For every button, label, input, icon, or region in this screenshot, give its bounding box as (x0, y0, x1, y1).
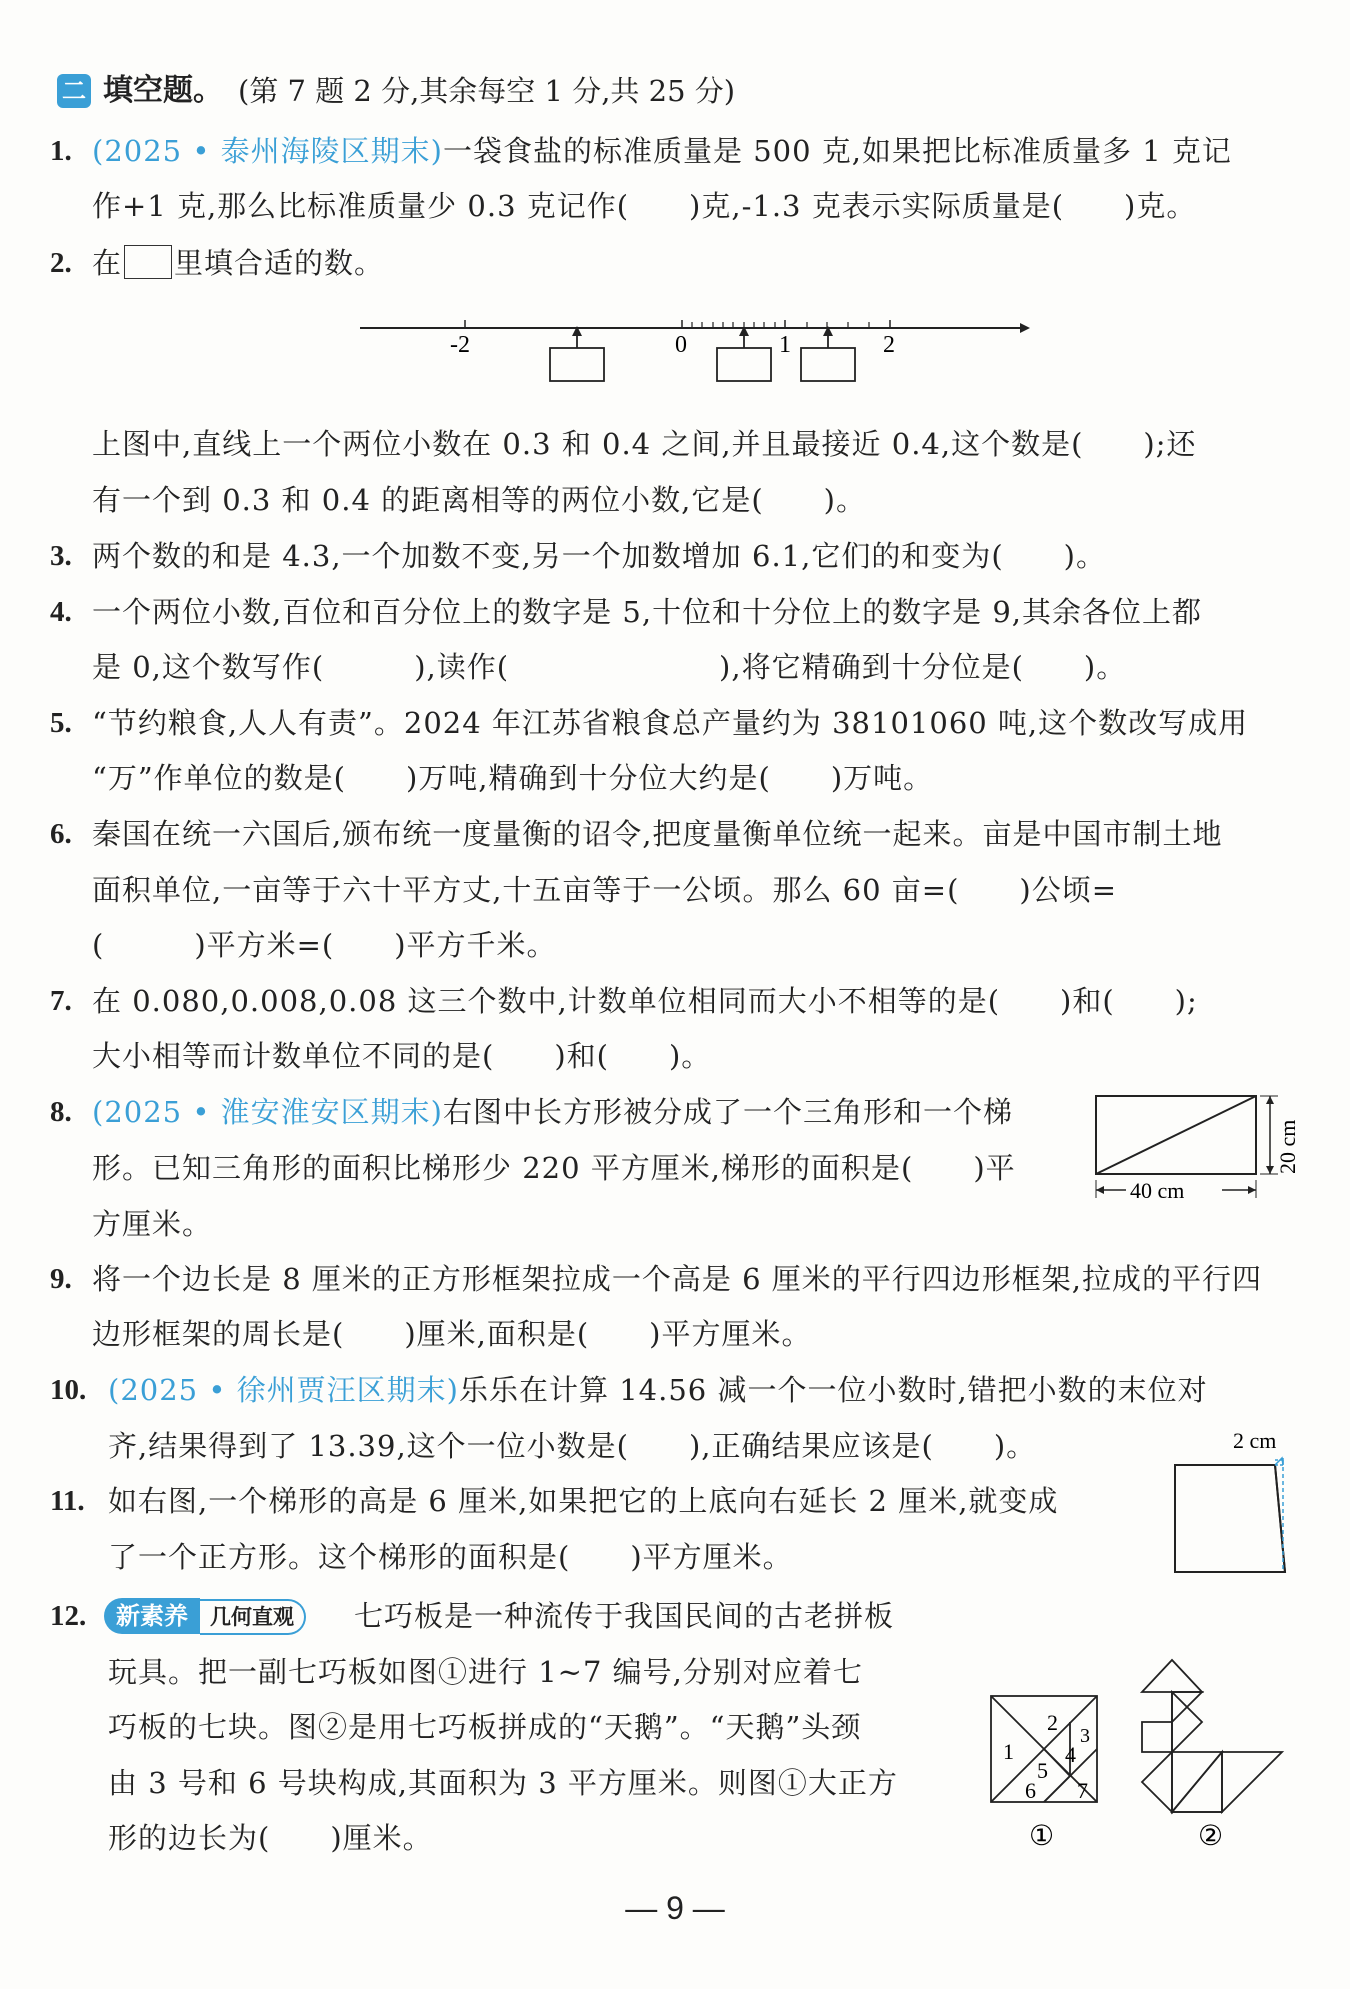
q4-line2: 是 0,这个数写作( ),读作( ),将它精确到十分位是( )。 (92, 650, 1127, 684)
swan-head (1142, 1660, 1202, 1692)
q11-line2: 了一个正方形。这个梯形的面积是( )平方厘米。 (108, 1540, 793, 1574)
arrow-right-icon (1020, 323, 1030, 333)
trapezoid-figure (1165, 1420, 1305, 1580)
answer-box-2 (717, 348, 771, 381)
axis-label-1: 1 (779, 332, 791, 358)
q1-line1 (92, 131, 1232, 171)
q5-line2: “万”作单位的数是( )万吨,精确到十分位大约是( )万吨。 (92, 761, 934, 795)
arrow-up-icon (1266, 1096, 1274, 1104)
extension-label: 2 cm (1233, 1428, 1277, 1453)
width-label: 40 cm (1130, 1178, 1185, 1203)
q8-line2: 形。已知三角形的面积比梯形少 220 平方厘米,梯形的面积是( )平 (92, 1151, 1016, 1185)
q1-number: 1. (50, 135, 72, 167)
q10-line1 (108, 1370, 1208, 1410)
answer-box-icon (124, 245, 172, 279)
q12-line3: 巧板的七块。图②是用七巧板拼成的“天鹅”。“天鹅”头颈 (108, 1710, 862, 1744)
axis-label-0: 0 (675, 332, 687, 358)
q6-line2: 面积单位,一亩等于六十平方丈,十五亩等于一公顷。那么 60 亩=( )公顷= (92, 873, 1118, 907)
rect-diagonal (1096, 1096, 1256, 1174)
q12-line4: 由 3 号和 6 号块构成,其面积为 3 平方厘米。则图①大正方 (108, 1766, 898, 1800)
q11-number: 11. (50, 1485, 85, 1517)
piece-label-5: 5 (1037, 1758, 1048, 1783)
literacy-tag (104, 1598, 306, 1634)
tangram-swan-figure-2 (1130, 1640, 1300, 1870)
arrow-left-icon (1096, 1186, 1104, 1194)
number-line-figure (355, 300, 1035, 395)
q3-number: 3. (50, 540, 72, 572)
q12-number: 12. (50, 1600, 87, 1632)
q7-line2: 大小相等而计数单位不同的是( )和( )。 (92, 1039, 712, 1073)
q7-line1: 在 0.080,0.008,0.08 这三个数中,计数单位相同而大小不相等的是( )和( ); (92, 984, 1198, 1018)
axis-label-2: 2 (883, 332, 895, 358)
q8-source: (2025 • 淮安淮安区期末) (92, 1095, 443, 1129)
piece-label-4: 4 (1065, 1742, 1076, 1767)
tag-geometry-intuition: 几何直观 (200, 1599, 306, 1635)
q8-line1 (92, 1092, 1013, 1132)
piece-label-3: 3 (1080, 1725, 1090, 1747)
q6-line1: 秦国在统一六国后,颁布统一度量衡的诏令,把度量衡单位统一起来。亩是中国市制土地 (92, 817, 1223, 851)
q7-number: 7. (50, 985, 72, 1017)
q8-number: 8. (50, 1096, 72, 1128)
q10-text1: 乐乐在计算 14.56 减一个一位小数时,错把小数的末位对 (458, 1373, 1208, 1407)
q11-line1: 如右图,一个梯形的高是 6 厘米,如果把它的上底向右延长 2 厘米,就变成 (108, 1484, 1059, 1518)
q2-line2: 有一个到 0.3 和 0.4 的距离相等的两位小数,它是( )。 (92, 483, 866, 517)
piece-label-1: 1 (1003, 1739, 1014, 1764)
trapezoid-shape (1175, 1465, 1285, 1572)
section-title: 填空题。 (103, 73, 223, 108)
q5-line1: “节约粮食,人人有责”。2024 年江苏省粮食总产量约为 38101060 吨,这个数改写成用 (92, 706, 1249, 740)
tag-new-literacy: 新素养 (104, 1598, 200, 1634)
tangram-figure-1 (985, 1680, 1105, 1870)
section-badge (57, 74, 91, 108)
q4-line1: 一个两位小数,百位和百分位上的数字是 5,十位和十分位上的数字是 9,其余各位上都 (92, 595, 1202, 629)
q10-source: (2025 • 徐州贾汪区期末) (108, 1373, 459, 1407)
section-note: (第 7 题 2 分,其余每空 1 分,共 25 分) (238, 74, 736, 108)
q10-line2: 齐,结果得到了 13.39,这个一位小数是( ),正确结果应该是( )。 (108, 1429, 1037, 1463)
section-badge-text: 二 (62, 77, 86, 105)
axis-label-minus2: -2 (450, 332, 470, 358)
piece-label-6: 6 (1025, 1778, 1036, 1803)
q8-text1: 右图中长方形被分成了一个三角形和一个梯 (442, 1095, 1013, 1129)
piece-label-2: 2 (1047, 1710, 1058, 1735)
figure-2-label: ② (1198, 1821, 1224, 1852)
q9-line2: 边形框架的周长是( )厘米,面积是( )平方厘米。 (92, 1317, 812, 1351)
q3-line1: 两个数的和是 4.3,一个加数不变,另一个加数增加 6.1,它们的和变为( )。 (92, 539, 1106, 573)
arrow-down-icon (1266, 1166, 1274, 1174)
q1-line2: 作+1 克,那么比标准质量少 0.3 克记作( )克,-1.3 克表示实际质量是( )克。 (92, 189, 1197, 223)
q2-line1: 上图中,直线上一个两位小数在 0.3 和 0.4 之间,并且最接近 0.4,这个数是( );还 (92, 427, 1197, 461)
q6-number: 6. (50, 818, 72, 850)
figure-1-label: ① (1029, 1821, 1055, 1852)
page-number: — 9 — (625, 1890, 725, 1926)
q1-text1: 一袋食盐的标准质量是 500 克,如果把比标准质量多 1 克记 (442, 134, 1232, 168)
height-label: 20 cm (1275, 1119, 1300, 1174)
q12-line5: 形的边长为( )厘米。 (108, 1821, 433, 1855)
q2-prefix: 在 (92, 246, 123, 280)
q6-line3: ( )平方米=( )平方千米。 (92, 928, 557, 962)
piece-label-7: 7 (1077, 1778, 1088, 1803)
q2-line0 (92, 243, 384, 283)
answer-box-1 (550, 348, 604, 381)
q12-line2: 玩具。把一副七巧板如图①进行 1~7 编号,分别对应着七 (108, 1655, 863, 1689)
q9-line1: 将一个边长是 8 厘米的正方形框架拉成一个高是 6 厘米的平行四边形框架,拉成的平行四 (92, 1262, 1262, 1296)
q5-number: 5. (50, 707, 72, 739)
q10-number: 10. (50, 1374, 87, 1406)
arrow-right-icon (1248, 1186, 1256, 1194)
rectangle-figure (1090, 1090, 1305, 1205)
q9-number: 9. (50, 1263, 72, 1295)
q2-number: 2. (50, 247, 72, 279)
q1-source: (2025 • 泰州海陵区期末) (92, 134, 443, 168)
q8-line3: 方厘米。 (92, 1207, 213, 1241)
answer-box-3 (801, 348, 855, 381)
q4-number: 4. (50, 596, 72, 628)
q12-line1: 七巧板是一种流传于我国民间的古老拼板 (354, 1599, 895, 1633)
q2-suffix: 里填合适的数。 (174, 246, 385, 280)
